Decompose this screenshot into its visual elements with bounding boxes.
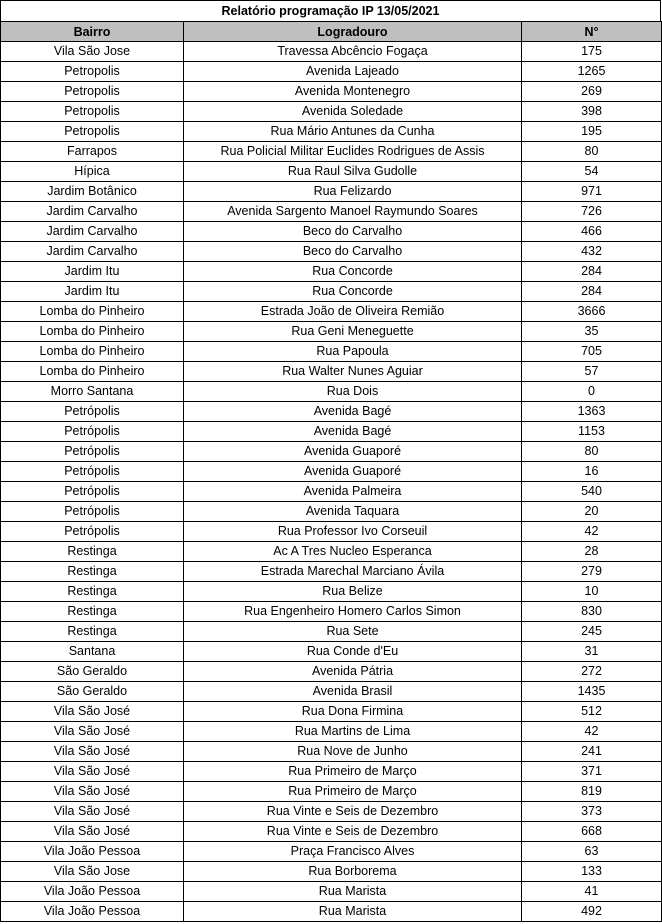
cell-logradouro[interactable]: Rua Dona Firmina bbox=[184, 702, 522, 722]
cell-numero[interactable]: 3666 bbox=[522, 302, 662, 322]
cell-logradouro[interactable]: Avenida Guaporé bbox=[184, 442, 522, 462]
table-row bbox=[1, 662, 662, 682]
cell-logradouro[interactable]: Praça Francisco Alves bbox=[184, 842, 522, 862]
cell-logradouro[interactable]: Rua Concorde bbox=[184, 282, 522, 302]
table-row bbox=[1, 82, 662, 102]
cell-bairro[interactable]: Restinga bbox=[1, 582, 184, 602]
cell-logradouro[interactable]: Avenida Sargento Manoel Raymundo Soares bbox=[184, 202, 522, 222]
cell-bairro[interactable]: Vila São José bbox=[1, 762, 184, 782]
cell-bairro[interactable]: Vila São José bbox=[1, 702, 184, 722]
cell-numero[interactable]: 668 bbox=[522, 822, 662, 842]
table-row bbox=[1, 622, 662, 642]
cell-bairro[interactable]: Jardim Itu bbox=[1, 282, 184, 302]
cell-bairro[interactable]: Restinga bbox=[1, 562, 184, 582]
cell-numero[interactable]: 726 bbox=[522, 202, 662, 222]
cell-bairro[interactable]: São Geraldo bbox=[1, 662, 184, 682]
cell-logradouro[interactable]: Ac A Tres Nucleo Esperanca bbox=[184, 542, 522, 562]
cell-bairro[interactable]: Lomba do Pinheiro bbox=[1, 302, 184, 322]
cell-bairro[interactable]: Petropolis bbox=[1, 102, 184, 122]
table-row bbox=[1, 902, 662, 922]
cell-bairro[interactable]: Vila São Jose bbox=[1, 42, 184, 62]
cell-logradouro[interactable]: Rua Conde d'Eu bbox=[184, 642, 522, 662]
cell-logradouro[interactable]: Rua Vinte e Seis de Dezembro bbox=[184, 802, 522, 822]
cell-logradouro[interactable]: Avenida Bagé bbox=[184, 402, 522, 422]
table-row bbox=[1, 562, 662, 582]
cell-logradouro[interactable]: Beco do Carvalho bbox=[184, 242, 522, 262]
table-row bbox=[1, 342, 662, 362]
cell-bairro[interactable]: Vila João Pessoa bbox=[1, 902, 184, 922]
cell-logradouro[interactable]: Rua Marista bbox=[184, 902, 522, 922]
cell-logradouro[interactable]: Rua Engenheiro Homero Carlos Simon bbox=[184, 602, 522, 622]
cell-bairro[interactable]: Petrópolis bbox=[1, 442, 184, 462]
cell-numero[interactable]: 373 bbox=[522, 802, 662, 822]
cell-logradouro[interactable]: Rua Professor Ivo Corseuil bbox=[184, 522, 522, 542]
table-row bbox=[1, 522, 662, 542]
table-row bbox=[1, 182, 662, 202]
cell-numero[interactable]: 175 bbox=[522, 42, 662, 62]
cell-bairro[interactable]: Vila João Pessoa bbox=[1, 882, 184, 902]
table-row bbox=[1, 762, 662, 782]
table-row bbox=[1, 202, 662, 222]
cell-numero[interactable]: 492 bbox=[522, 902, 662, 922]
cell-logradouro[interactable]: Rua Felizardo bbox=[184, 182, 522, 202]
table-row bbox=[1, 62, 662, 82]
table-row bbox=[1, 302, 662, 322]
cell-numero[interactable]: 540 bbox=[522, 482, 662, 502]
cell-bairro[interactable]: Petropolis bbox=[1, 82, 184, 102]
cell-logradouro[interactable]: Rua Papoula bbox=[184, 342, 522, 362]
cell-numero[interactable]: 241 bbox=[522, 742, 662, 762]
cell-numero[interactable]: 284 bbox=[522, 262, 662, 282]
cell-logradouro[interactable]: Rua Martins de Lima bbox=[184, 722, 522, 742]
cell-numero[interactable]: 1435 bbox=[522, 682, 662, 702]
cell-numero[interactable]: 284 bbox=[522, 282, 662, 302]
cell-numero[interactable]: 398 bbox=[522, 102, 662, 122]
cell-logradouro[interactable]: Beco do Carvalho bbox=[184, 222, 522, 242]
table-row bbox=[1, 422, 662, 442]
cell-numero[interactable]: 819 bbox=[522, 782, 662, 802]
cell-bairro[interactable]: Hípica bbox=[1, 162, 184, 182]
cell-numero[interactable]: 20 bbox=[522, 502, 662, 522]
cell-bairro[interactable]: Restinga bbox=[1, 622, 184, 642]
table-row bbox=[1, 862, 662, 882]
cell-bairro[interactable]: Jardim Carvalho bbox=[1, 222, 184, 242]
table-row bbox=[1, 462, 662, 482]
cell-logradouro[interactable]: Rua Raul Silva Gudolle bbox=[184, 162, 522, 182]
cell-logradouro[interactable]: Estrada João de Oliveira Remião bbox=[184, 302, 522, 322]
cell-numero[interactable]: 195 bbox=[522, 122, 662, 142]
cell-numero[interactable]: 80 bbox=[522, 142, 662, 162]
table-row bbox=[1, 802, 662, 822]
cell-logradouro[interactable]: Rua Vinte e Seis de Dezembro bbox=[184, 822, 522, 842]
table-row bbox=[1, 602, 662, 622]
column-header-logradouro[interactable]: Logradouro bbox=[184, 22, 522, 42]
cell-numero[interactable]: 371 bbox=[522, 762, 662, 782]
cell-bairro[interactable]: Vila São José bbox=[1, 742, 184, 762]
cell-numero[interactable]: 31 bbox=[522, 642, 662, 662]
cell-logradouro[interactable]: Avenida Brasil bbox=[184, 682, 522, 702]
cell-bairro[interactable]: Petrópolis bbox=[1, 502, 184, 522]
cell-bairro[interactable]: Restinga bbox=[1, 542, 184, 562]
cell-logradouro[interactable]: Avenida Guaporé bbox=[184, 462, 522, 482]
column-header-numero[interactable]: N° bbox=[522, 22, 662, 42]
cell-numero[interactable]: 28 bbox=[522, 542, 662, 562]
cell-numero[interactable]: 269 bbox=[522, 82, 662, 102]
header-row bbox=[1, 22, 662, 42]
table-row bbox=[1, 242, 662, 262]
cell-bairro[interactable]: Lomba do Pinheiro bbox=[1, 342, 184, 362]
cell-logradouro[interactable]: Avenida Montenegro bbox=[184, 82, 522, 102]
cell-numero[interactable]: 466 bbox=[522, 222, 662, 242]
cell-numero[interactable]: 41 bbox=[522, 882, 662, 902]
cell-bairro[interactable]: Petrópolis bbox=[1, 482, 184, 502]
cell-logradouro[interactable]: Rua Walter Nunes Aguiar bbox=[184, 362, 522, 382]
table-row bbox=[1, 882, 662, 902]
table-row bbox=[1, 282, 662, 302]
cell-bairro[interactable]: Farrapos bbox=[1, 142, 184, 162]
cell-numero[interactable]: 57 bbox=[522, 362, 662, 382]
cell-logradouro[interactable]: Estrada Marechal Marciano Ávila bbox=[184, 562, 522, 582]
cell-numero[interactable]: 512 bbox=[522, 702, 662, 722]
cell-numero[interactable]: 42 bbox=[522, 522, 662, 542]
cell-bairro[interactable]: Vila São Jose bbox=[1, 862, 184, 882]
table-row bbox=[1, 222, 662, 242]
cell-bairro[interactable]: Lomba do Pinheiro bbox=[1, 362, 184, 382]
cell-bairro[interactable]: Jardim Botânico bbox=[1, 182, 184, 202]
cell-numero[interactable]: 16 bbox=[522, 462, 662, 482]
cell-bairro[interactable]: Jardim Carvalho bbox=[1, 202, 184, 222]
cell-logradouro[interactable]: Rua Dois bbox=[184, 382, 522, 402]
cell-numero[interactable]: 1153 bbox=[522, 422, 662, 442]
table-row bbox=[1, 442, 662, 462]
cell-bairro[interactable]: Vila São José bbox=[1, 822, 184, 842]
report-title: Relatório programação IP 13/05/2021 bbox=[0, 0, 661, 21]
cell-numero[interactable]: 279 bbox=[522, 562, 662, 582]
table-row bbox=[1, 322, 662, 342]
cell-numero[interactable]: 830 bbox=[522, 602, 662, 622]
table-row bbox=[1, 122, 662, 142]
cell-bairro[interactable]: Petrópolis bbox=[1, 522, 184, 542]
cell-logradouro[interactable]: Avenida Bagé bbox=[184, 422, 522, 442]
table-row bbox=[1, 682, 662, 702]
cell-logradouro[interactable]: Rua Mário Antunes da Cunha bbox=[184, 122, 522, 142]
cell-bairro[interactable]: Petropolis bbox=[1, 122, 184, 142]
cell-bairro[interactable]: São Geraldo bbox=[1, 682, 184, 702]
cell-numero[interactable]: 133 bbox=[522, 862, 662, 882]
table-row bbox=[1, 582, 662, 602]
table-row bbox=[1, 162, 662, 182]
cell-logradouro[interactable]: Avenida Pátria bbox=[184, 662, 522, 682]
cell-numero[interactable]: 10 bbox=[522, 582, 662, 602]
table-row bbox=[1, 142, 662, 162]
cell-numero[interactable]: 971 bbox=[522, 182, 662, 202]
cell-numero[interactable]: 0 bbox=[522, 382, 662, 402]
cell-numero[interactable]: 432 bbox=[522, 242, 662, 262]
table-row bbox=[1, 702, 662, 722]
cell-numero[interactable]: 705 bbox=[522, 342, 662, 362]
cell-logradouro[interactable]: Avenida Lajeado bbox=[184, 62, 522, 82]
table-row bbox=[1, 402, 662, 422]
table-row bbox=[1, 742, 662, 762]
cell-bairro[interactable]: Morro Santana bbox=[1, 382, 184, 402]
cell-logradouro[interactable]: Rua Borborema bbox=[184, 862, 522, 882]
cell-bairro[interactable]: Santana bbox=[1, 642, 184, 662]
table-row bbox=[1, 642, 662, 662]
cell-bairro[interactable]: Lomba do Pinheiro bbox=[1, 322, 184, 342]
table-row bbox=[1, 382, 662, 402]
cell-logradouro[interactable]: Rua Nove de Junho bbox=[184, 742, 522, 762]
cell-logradouro[interactable]: Rua Geni Meneguette bbox=[184, 322, 522, 342]
cell-numero[interactable]: 42 bbox=[522, 722, 662, 742]
table-row bbox=[1, 102, 662, 122]
cell-logradouro[interactable]: Rua Primeiro de Março bbox=[184, 762, 522, 782]
cell-logradouro[interactable]: Avenida Palmeira bbox=[184, 482, 522, 502]
table-row bbox=[1, 542, 662, 562]
cell-bairro[interactable]: Petrópolis bbox=[1, 422, 184, 442]
column-header-bairro[interactable]: Bairro bbox=[1, 22, 184, 42]
cell-bairro[interactable]: Vila São José bbox=[1, 802, 184, 822]
report-table bbox=[0, 21, 662, 922]
cell-logradouro[interactable]: Rua Sete bbox=[184, 622, 522, 642]
cell-logradouro[interactable]: Rua Belize bbox=[184, 582, 522, 602]
table-row bbox=[1, 722, 662, 742]
cell-bairro[interactable]: Vila João Pessoa bbox=[1, 842, 184, 862]
table-row bbox=[1, 782, 662, 802]
table-row bbox=[1, 502, 662, 522]
table-body bbox=[1, 42, 662, 922]
table-row bbox=[1, 482, 662, 502]
cell-logradouro[interactable]: Travessa Abcêncio Fogaça bbox=[184, 42, 522, 62]
table-row bbox=[1, 842, 662, 862]
cell-bairro[interactable]: Jardim Itu bbox=[1, 262, 184, 282]
cell-bairro[interactable]: Vila São José bbox=[1, 722, 184, 742]
cell-bairro[interactable]: Petropolis bbox=[1, 62, 184, 82]
cell-logradouro[interactable]: Rua Concorde bbox=[184, 262, 522, 282]
cell-bairro[interactable]: Petrópolis bbox=[1, 462, 184, 482]
table-row bbox=[1, 262, 662, 282]
cell-numero[interactable]: 1265 bbox=[522, 62, 662, 82]
cell-bairro[interactable]: Vila São José bbox=[1, 782, 184, 802]
table-row bbox=[1, 822, 662, 842]
cell-logradouro[interactable]: Avenida Soledade bbox=[184, 102, 522, 122]
cell-logradouro[interactable]: Rua Policial Militar Euclides Rodrigues de Assis bbox=[184, 142, 522, 162]
cell-numero[interactable]: 63 bbox=[522, 842, 662, 862]
cell-logradouro[interactable]: Avenida Taquara bbox=[184, 502, 522, 522]
cell-numero[interactable]: 54 bbox=[522, 162, 662, 182]
cell-numero[interactable]: 272 bbox=[522, 662, 662, 682]
cell-bairro[interactable]: Restinga bbox=[1, 602, 184, 622]
cell-bairro[interactable]: Petrópolis bbox=[1, 402, 184, 422]
cell-logradouro[interactable]: Rua Primeiro de Março bbox=[184, 782, 522, 802]
cell-logradouro[interactable]: Rua Marista bbox=[184, 882, 522, 902]
cell-numero[interactable]: 245 bbox=[522, 622, 662, 642]
table-row bbox=[1, 42, 662, 62]
cell-bairro[interactable]: Jardim Carvalho bbox=[1, 242, 184, 262]
cell-numero[interactable]: 1363 bbox=[522, 402, 662, 422]
cell-numero[interactable]: 80 bbox=[522, 442, 662, 462]
cell-numero[interactable]: 35 bbox=[522, 322, 662, 342]
table-row bbox=[1, 362, 662, 382]
